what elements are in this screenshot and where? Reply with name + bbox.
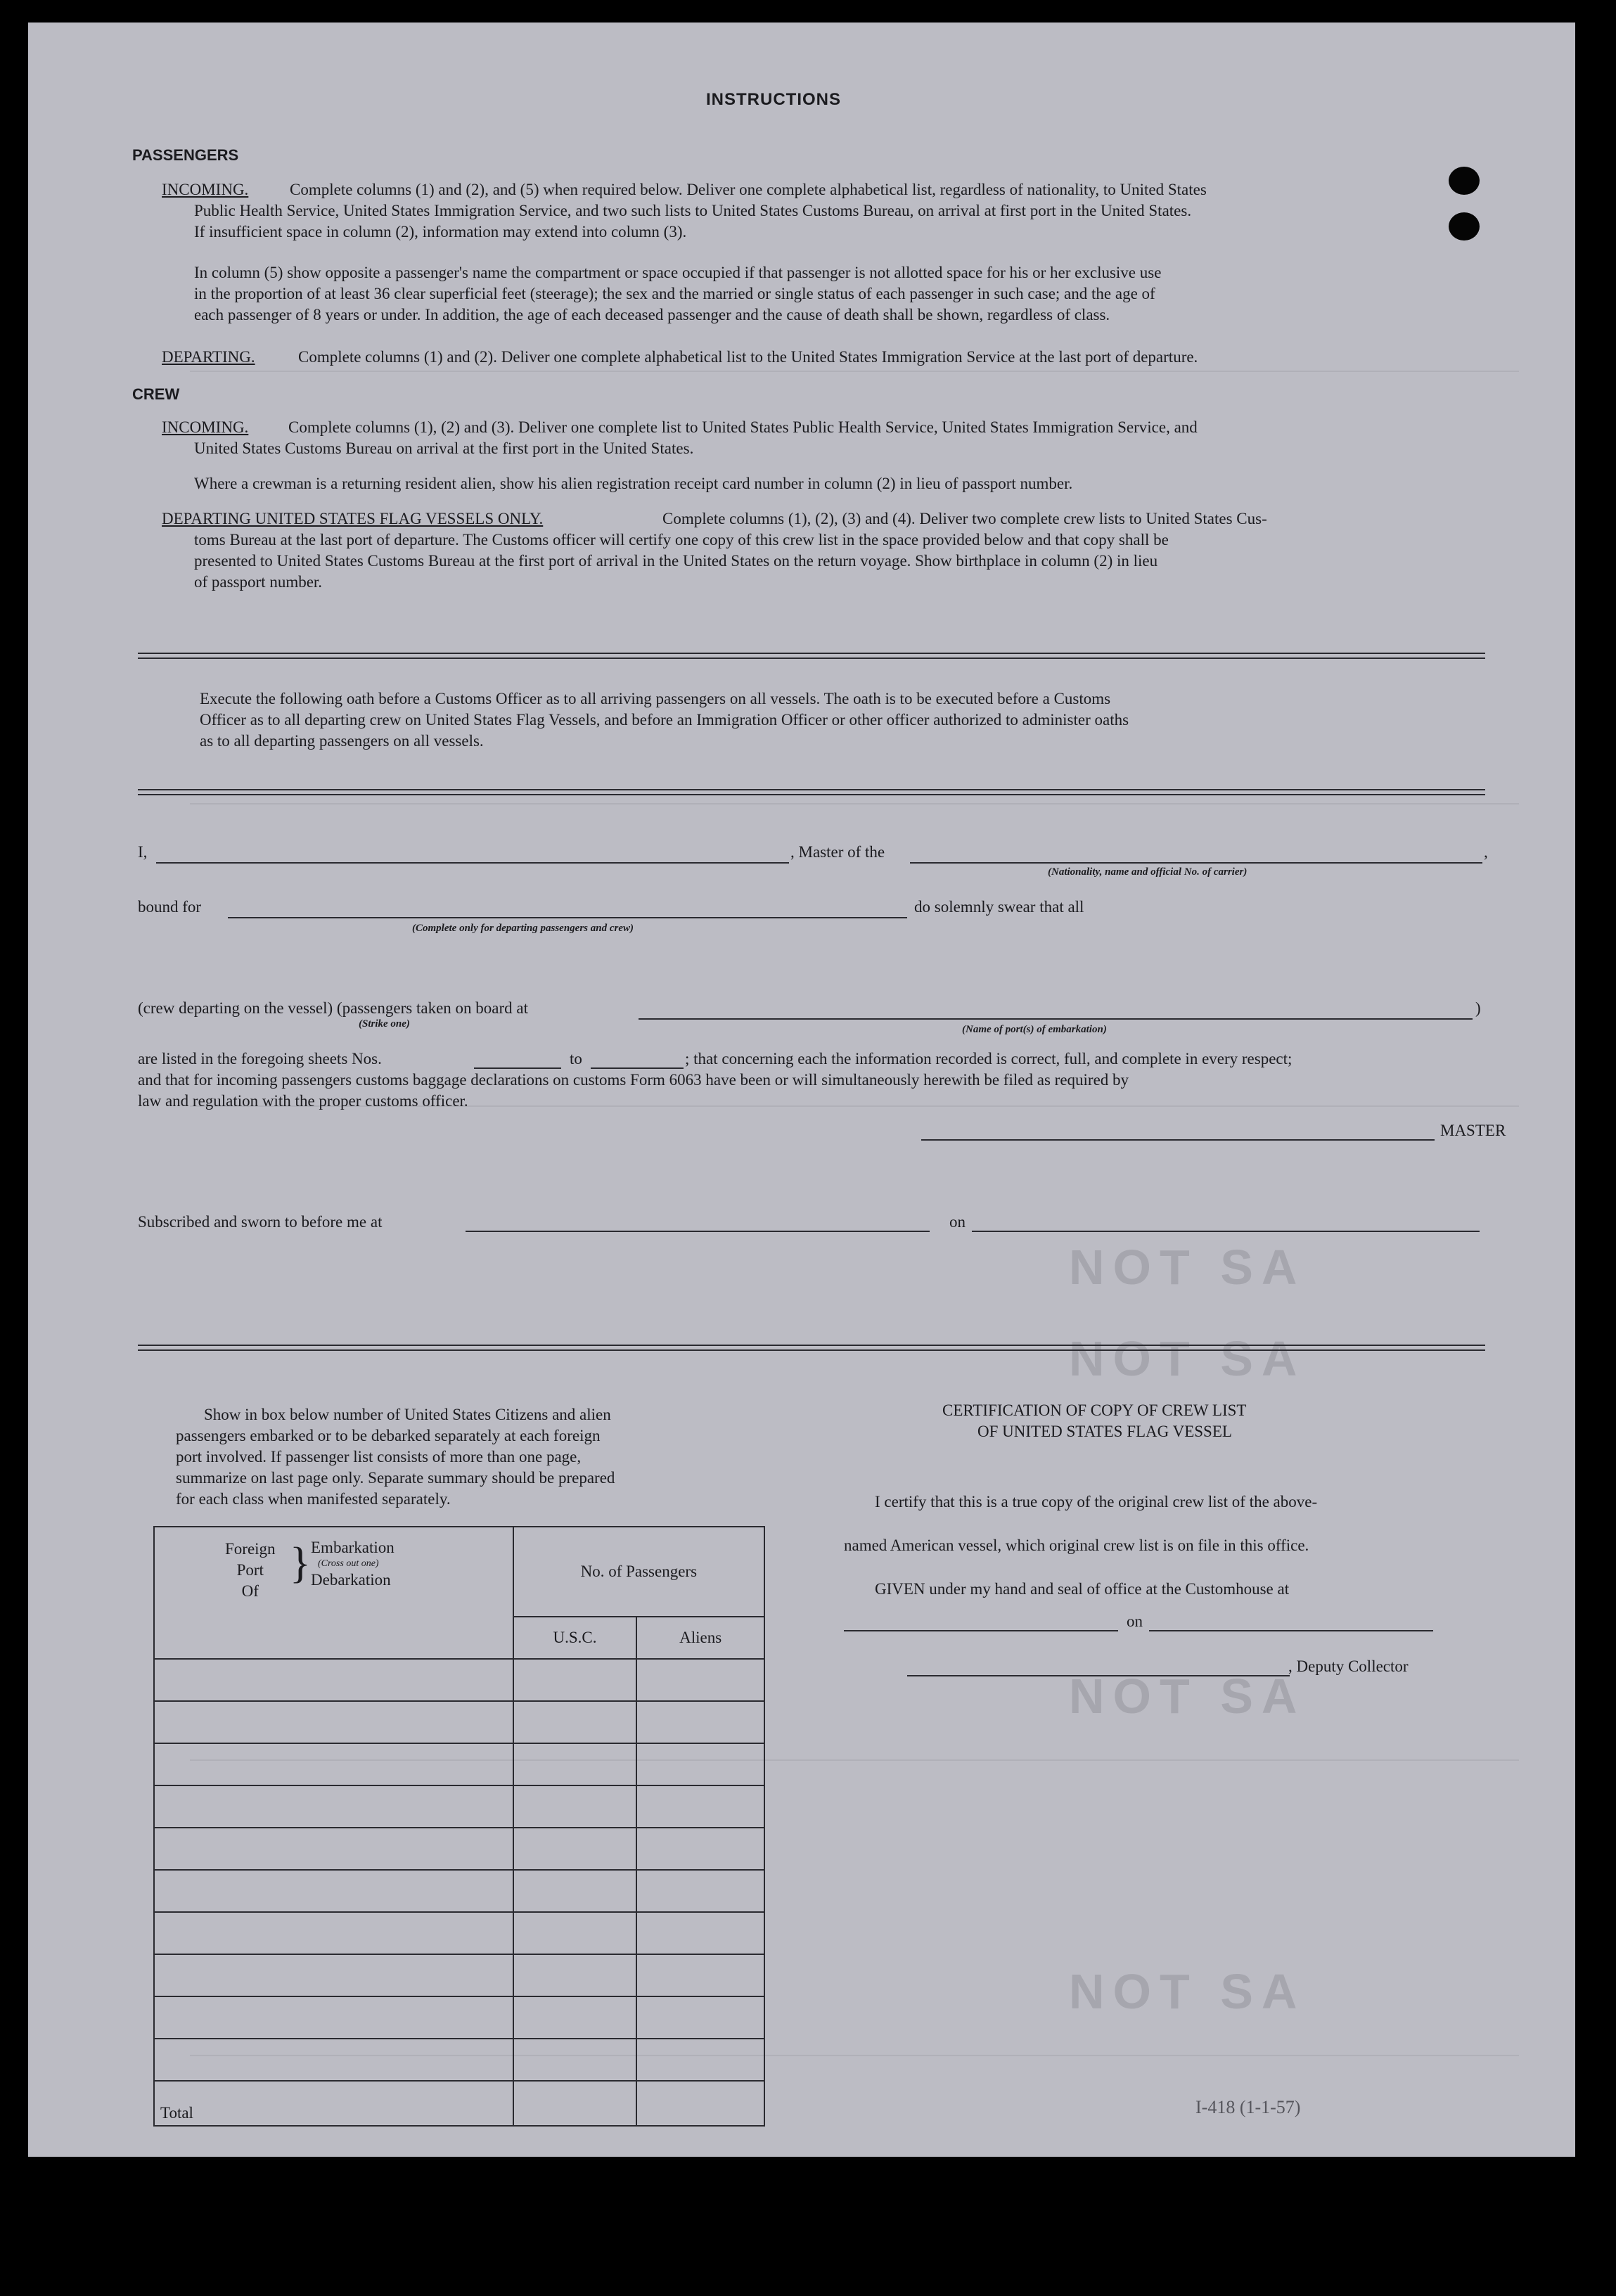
subscribed-place-field[interactable] <box>466 1231 930 1232</box>
passengers-incoming-line: If insufficient space in column (2), information may extend into column (3). <box>194 223 687 240</box>
given-line: GIVEN under my hand and seal of office at the Customhouse at <box>875 1580 1290 1598</box>
table-row <box>154 1785 764 1828</box>
page-title: INSTRUCTIONS <box>706 90 841 109</box>
port-cell[interactable] <box>154 1870 513 1912</box>
deputy-collector-label: , Deputy Collector <box>1288 1657 1409 1675</box>
aliens-cell[interactable] <box>636 1996 764 2039</box>
usc-cell[interactable] <box>513 1954 637 1996</box>
subscribed-on-label: on <box>949 1213 966 1231</box>
listed-text: are listed in the foregoing sheets Nos. <box>138 1050 382 1067</box>
master-label: MASTER <box>1440 1122 1506 1139</box>
passengers-departing-label: DEPARTING. <box>162 348 255 366</box>
oath-i-label: I, <box>138 843 148 861</box>
aliens-cell[interactable] <box>636 1828 764 1870</box>
usc-cell[interactable] <box>513 1785 637 1828</box>
certify-line: I certify that this is a true copy of the original crew list of the above- <box>875 1493 1318 1511</box>
stamp-ghost: NOT SA <box>1069 1331 1306 1386</box>
total-row <box>154 2081 764 2126</box>
crew-heading: CREW <box>132 385 180 403</box>
aliens-cell[interactable] <box>636 1785 764 1828</box>
usc-total-cell[interactable] <box>513 2081 637 2126</box>
port-cell[interactable] <box>154 1785 513 1828</box>
embarkation-port-field[interactable] <box>639 1018 1473 1020</box>
summary-instructions-line: passengers embarked or to be debarked separately at each foreign <box>176 1427 601 1444</box>
embarkation-label: Embarkation <box>311 1539 395 1556</box>
table-row <box>154 2039 764 2081</box>
summary-instructions-line: Show in box below number of United States Citizens and alien <box>204 1406 611 1423</box>
aliens-cell[interactable] <box>636 1870 764 1912</box>
form-page: NOT SA NOT SA NOT SA NOT SA INSTRUCTIONS PASSENGERS INCOMING. Complete columns (1) and (2), and (5) when required below. Deliver one complete alphabetical list, regardless of nationality, to United States Public Health Service, United States Immigration Service, and two such lists to United States Customs Bureau, on arrival at first port in the United States. If insufficient space in column (2), information may extend into column (3). In column (5) show opposite a passenger's name the compartment or space occupied if that passenger is not allotted space for his or her exclusive use in the proportion of at least 36 clear superficial feet (steerage); the sex and the married or single status of each passenger in such case; and the age of each passenger of 8 years or under. In addition, the age of each deceased passenger and the cause of death shall be shown, regardless of class. DEPARTING. Complete columns (1) and (2). Deliver one complete alphabetical list to the United States Immigration Service at the last port of departure. CREW INCOMING. Complete columns (1), (2) and (3). Deliver one complete list to United States Public Health Service, United States Immigration Service, and United States Customs Bureau on arrival at the first port in the United States. Where a crewman is a returning resident alien, show his alien registration receipt card number in column (2) in lieu of passport number. DEPARTING UNITED STATES FLAG VESSELS ONLY. Complete columns (1), (2), (3) and (4). Deliver two complete crew lists to United States Cus- toms Bureau at the last port of departure. The Customs officer will certify one copy of this crew list in the space provided below and that copy shall be presented to United States Customs Bureau at the first port of arrival in the United States on the return voyage. Show birthplace in column (2) in lieu of passport number. Execute the following oath before a Customs Officer as to all arriving passengers on all vessels. The oath is to be executed before a Customs Officer as to all departing crew on United States Flag Vessels, and before an Immigration Officer or other officer authorized to administer oaths as to all departing passengers on all vessels. I, , Master of the , (Nationality, name and official No. of carrier) bound for do solemnly swear that all (Complete only for departing passengers and crew) (crew departing on the vessel) (passengers taken on board at ) (Strike one) (Name of port(s) of embarkation) are listed in the foregoing sheets Nos. to ; that concerning each the information recorded is correct, full, and complete in every respect; and that for incoming passengers customs baggage declarations on customs Form 6063 have been or will simultaneously herewith be filed as required by law and regulation with the proper customs officer. MASTER Subscribed and sworn to before me at on Show in box below number of United States Citizens and alien passengers embarked or to be debarked separately at each foreign port involved. If passenger list consists of more than one page, summarize on last page only. Separate summary should be prepared for each class when manifested separately. Foreign Port Of } Embarkation (Cross out one) Debarkation No. of Passengers U.S.C. Aliens Total CERTIFICATION OF COPY OF CREW LIST OF UNITED STATES FLAG VESSEL I certify that this is a true copy of the original crew list of the above- named American vessel, which original crew list is on file in this office. GIVEN under my hand and seal of office at the Customhouse at on , Deputy Collector I-418 (1-1-57) <box>28 23 1575 2157</box>
debarkation-label: Debarkation <box>311 1571 391 1589</box>
port-cell[interactable] <box>154 1743 513 1785</box>
usc-cell[interactable] <box>513 1659 637 1701</box>
aliens-total-cell[interactable] <box>636 2081 764 2126</box>
ports-caption: (Name of port(s) of embarkation) <box>962 1024 1107 1035</box>
master-name-field[interactable] <box>156 862 789 864</box>
passengers-departing-text: Complete columns (1) and (2). Deliver one complete alphabetical list to the United States Immigration Service at the last port of departure. <box>298 348 1198 366</box>
strike-one-caption: (Strike one) <box>359 1018 410 1030</box>
cross-out-caption: (Cross out one) <box>318 1558 379 1569</box>
section-divider <box>138 1345 1485 1351</box>
crew-flag-line: presented to United States Customs Bureau at the first port of arrival in the United States on the return voyage. Show birthplace in column (2) in lieu <box>194 552 1158 570</box>
complete-only-caption: (Complete only for departing passengers and crew) <box>412 923 634 934</box>
to-label: to <box>570 1050 582 1067</box>
of-label: Of <box>241 1582 259 1600</box>
oath-line: law and regulation with the proper customs officer. <box>138 1092 468 1110</box>
summary-instructions-line: port involved. If passenger list consists of more than one page, <box>176 1448 582 1466</box>
table-row <box>154 1996 764 2039</box>
certification-on-label: on <box>1127 1612 1143 1630</box>
aliens-cell[interactable] <box>636 2039 764 2081</box>
aliens-header: Aliens <box>636 1617 764 1659</box>
table-row <box>154 1828 764 1870</box>
oath-line: and that for incoming passengers customs baggage declarations on customs Form 6063 have been or will simultaneously herewith be filed as required by <box>138 1071 1129 1089</box>
passengers-column5-line: each passenger of 8 years or under. In addition, the age of each deceased passenger and the cause of death shall be shown, regardless of class. <box>194 306 1110 323</box>
bound-for-field[interactable] <box>228 917 907 918</box>
table-row <box>154 1701 764 1743</box>
summary-instructions-line: summarize on last page only. Separate summary should be prepared <box>176 1469 615 1487</box>
stamp-ghost: NOT SA <box>1069 1964 1306 2019</box>
subscribed-label: Subscribed and sworn to before me at <box>138 1213 383 1231</box>
punch-hole <box>1449 167 1480 195</box>
foreign-label: Foreign <box>225 1540 276 1558</box>
aliens-cell[interactable] <box>636 1701 764 1743</box>
table-row <box>154 1954 764 1996</box>
ghost-rule <box>190 371 1519 372</box>
usc-cell[interactable] <box>513 1701 637 1743</box>
crew-flag-line: toms Bureau at the last port of departure. The Customs officer will certify one copy of this crew list in the space provided below and that copy shall be <box>194 531 1169 549</box>
master-signature-field[interactable] <box>921 1139 1435 1141</box>
passengers-incoming-line: Complete columns (1) and (2), and (5) when required below. Deliver one complete alphabetical list, regardless of nationality, to United States <box>290 181 1207 198</box>
stamp-ghost: NOT SA <box>1069 1669 1306 1724</box>
crew-departing-text: (crew departing on the vessel) (passengers taken on board at <box>138 999 528 1017</box>
section-divider <box>138 789 1485 795</box>
usc-cell[interactable] <box>513 1996 637 2039</box>
port-cell[interactable] <box>154 1828 513 1870</box>
port-cell[interactable] <box>154 2039 513 2081</box>
table-row <box>154 1912 764 1954</box>
port-cell[interactable] <box>154 1659 513 1701</box>
ghost-rule <box>190 803 1519 804</box>
subscribed-date-field[interactable] <box>972 1231 1480 1232</box>
deputy-signature-field[interactable] <box>907 1675 1290 1676</box>
port-cell[interactable] <box>154 1912 513 1954</box>
passengers-column5-line: In column (5) show opposite a passenger's name the compartment or space occupied if that passenger is not allotted space for his or her exclusive use <box>194 264 1162 281</box>
certification-date-field[interactable] <box>1149 1630 1433 1631</box>
port-label: Port <box>236 1561 264 1579</box>
port-cell[interactable] <box>154 1996 513 2039</box>
summary-instructions-line: for each class when manifested separately. <box>176 1490 451 1508</box>
punch-hole <box>1449 212 1480 240</box>
bound-for-label: bound for <box>138 898 202 916</box>
crew-incoming-line: Complete columns (1), (2) and (3). Deliver one complete list to United States Public Health Service, United States Immigration Service, and <box>288 418 1198 436</box>
crew-incoming-line: United States Customs Bureau on arrival at the first port in the United States. <box>194 440 694 457</box>
passengers-column5-line: in the proportion of at least 36 clear superficial feet (steerage); the sex and the married or single status of each passenger in such case; and the age of <box>194 285 1155 302</box>
crew-flag-line: Complete columns (1), (2), (3) and (4). Deliver two complete crew lists to United States Cus- <box>662 510 1267 527</box>
aliens-cell[interactable] <box>636 1743 764 1785</box>
aliens-cell[interactable] <box>636 1659 764 1701</box>
certification-title: OF UNITED STATES FLAG VESSEL <box>977 1423 1232 1440</box>
port-cell[interactable] <box>154 1954 513 1996</box>
stamp-ghost: NOT SA <box>1069 1240 1306 1295</box>
port-header-cell: Foreign Port Of } Embarkation (Cross out one) Debarkation <box>154 1527 513 1659</box>
crew-incoming-label: INCOMING. <box>162 418 249 436</box>
usc-header: U.S.C. <box>513 1617 637 1659</box>
passenger-summary-table <box>153 1526 765 2127</box>
oath-intro-line: Officer as to all departing crew on United States Flag Vessels, and before an Immigration Officer or other officer authorized to administer oaths <box>200 711 1129 729</box>
aliens-cell[interactable] <box>636 1954 764 1996</box>
certification-title: CERTIFICATION OF COPY OF CREW LIST <box>942 1402 1247 1419</box>
crew-resident-text: Where a crewman is a returning resident alien, show his alien registration receipt card number in column (2) in lieu of passport number. <box>194 475 1073 492</box>
oath-intro-line: as to all departing passengers on all vessels. <box>200 732 484 750</box>
form-number: I-418 (1-1-57) <box>1195 2097 1301 2117</box>
passengers-incoming-line: Public Health Service, United States Immigration Service, and two such lists to United States Customs Bureau, on arrival at first port in the United States. <box>194 202 1192 219</box>
table-row <box>154 1659 764 1701</box>
usc-cell[interactable] <box>513 1912 637 1954</box>
table-row <box>154 1743 764 1785</box>
crew-flag-line: of passport number. <box>194 573 323 591</box>
close-paren: ) <box>1475 999 1481 1017</box>
passengers-heading: PASSENGERS <box>132 146 239 164</box>
no-of-passengers-header: No. of Passengers <box>513 1527 764 1617</box>
listed-rest: ; that concerning each the information recorded is correct, full, and complete in every respect; <box>685 1050 1293 1067</box>
usc-cell[interactable] <box>513 1743 637 1785</box>
swear-text: do solemnly swear that all <box>914 898 1084 916</box>
usc-cell[interactable] <box>513 1828 637 1870</box>
port-cell[interactable] <box>154 1701 513 1743</box>
passengers-incoming-label: INCOMING. <box>162 181 249 198</box>
crew-flag-label: DEPARTING UNITED STATES FLAG VESSELS ONLY. <box>162 510 544 527</box>
certify-line: named American vessel, which original crew list is on file in this office. <box>844 1537 1309 1554</box>
customhouse-field[interactable] <box>844 1630 1118 1631</box>
table-row <box>154 1870 764 1912</box>
usc-cell[interactable] <box>513 2039 637 2081</box>
total-label: Total <box>154 2081 513 2126</box>
usc-cell[interactable] <box>513 1870 637 1912</box>
master-of-label: , Master of the <box>790 843 885 861</box>
aliens-cell[interactable] <box>636 1912 764 1954</box>
carrier-field[interactable] <box>910 862 1482 864</box>
section-divider <box>138 653 1485 659</box>
oath-intro-line: Execute the following oath before a Customs Officer as to all arriving passengers on all vessels. The oath is to be executed before a Customs <box>200 690 1111 707</box>
nationality-caption: (Nationality, name and official No. of carrier) <box>1048 866 1248 878</box>
